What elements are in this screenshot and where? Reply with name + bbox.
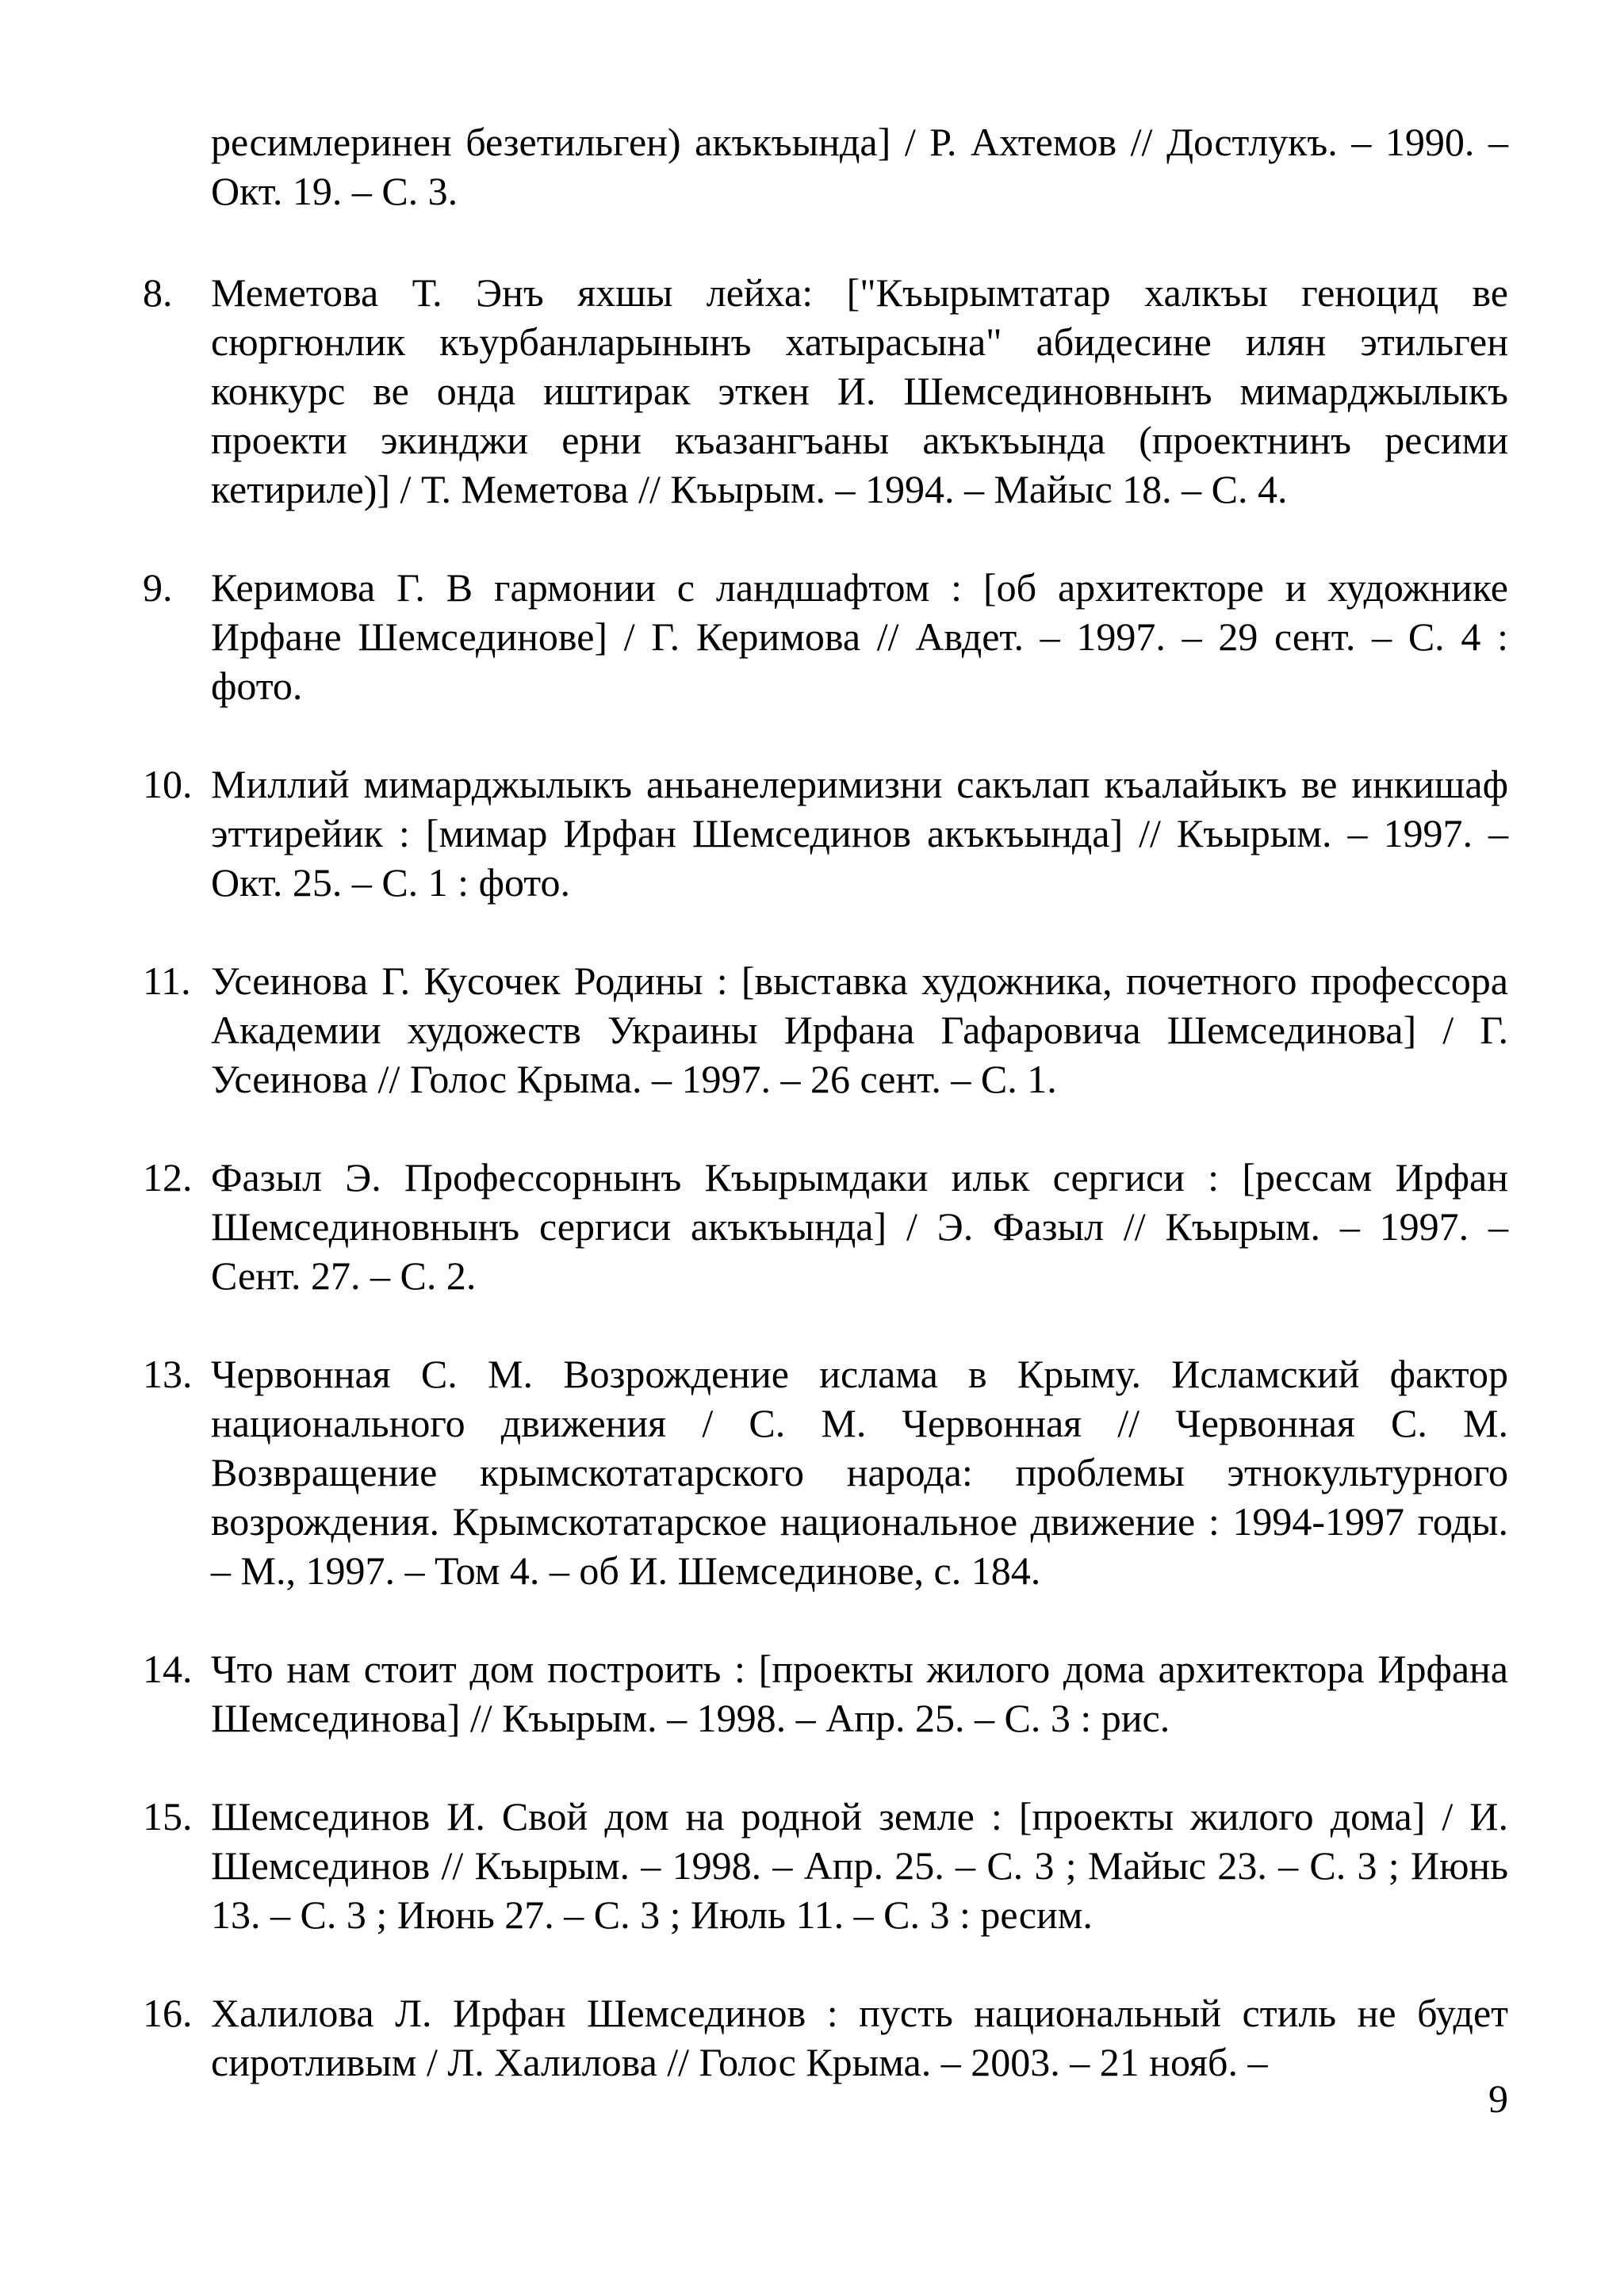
entry-text: Керимова Г. В гармонии с ландшафтом : [об архитекторе и художнике Ирфане Шемсединове] / Г. Керимова // Авдет. – 1997. – 29 сент. – С. 4 : фото.: [211, 565, 1508, 708]
entry-text: Червонная С. М. Возрождение ислама в Крыму. Исламский фактор национального движения / С. М. Червонная // Червонная С. М. Возвращение крымскотатарского народа: проблемы этнокультурного возрождения. Крымскотатарское национальное движение : 1994-1997 годы. – М., 1997. – Том 4. – об И. Шемсединове, с. 184.: [211, 1352, 1508, 1593]
continued-entry-text: ресимлеринен безетильген) акъкъында] / Р. Ахтемов // Достлукъ. – 1990. – Окт. 19. – С. 3.: [211, 120, 1508, 213]
entry-number: 9.: [143, 565, 173, 610]
bibliography-entry: [143, 1349, 1508, 1595]
bibliography-entry: [143, 760, 1508, 907]
entry-text: Миллий мимарджылыкъ аньанелеримизни сакълап къалайыкъ ве инкишаф эттирейик : [мимар Ирфан Шемсединов акъкъында] // Къырым. – 1997. – Окт. 25. – С. 1 : фото.: [211, 762, 1508, 905]
entry-number: 15.: [143, 1794, 193, 1839]
entry-text: Что нам стоит дом построить : [проекты жилого дома архитектора Ирфана Шемсединова] // Къырым. – 1998. – Апр. 25. – С. 3 : рис.: [211, 1647, 1508, 1740]
entry-number: 12.: [143, 1155, 193, 1200]
bibliography-entry: [143, 1644, 1508, 1743]
entry-text: Усеинова Г. Кусочек Родины : [выставка художника, почетного профессора Академии художеств Украины Ирфана Гафаровича Шемсединова] / Г. Усеинова // Голос Крыма. – 1997. – 26 сент. – С. 1.: [211, 959, 1508, 1101]
bibliography-entry: [143, 268, 1508, 514]
entry-number: 10.: [143, 762, 193, 806]
bibliography-entry: [143, 1153, 1508, 1300]
entry-text: Фазыл Э. Профессорнынъ Къырымдаки ильк сергиси : [рессам Ирфан Шемсединовнынъ сергиси акъкъында] / Э. Фазыл // Къырым. – 1997. – Сент. 27. – С. 2.: [211, 1155, 1508, 1298]
entry-number: 11.: [143, 959, 191, 1003]
entry-text: Шемсединов И. Свой дом на родной земле : [проекты жилого дома] / И. Шемсединов // Къырым. – 1998. – Апр. 25. – С. 3 ; Майыс 23. – С. 3 ; Июнь 13. – С. 3 ; Июнь 27. – С. 3 ; Июль 11. – С. 3 : ресим.: [211, 1794, 1508, 1937]
entry-number: 14.: [143, 1647, 193, 1691]
bibliography-list: [143, 268, 1508, 2136]
entry-text: Халилова Л. Ирфан Шемсединов : пусть национальный стиль не будет сиротливым / Л. Халилова // Голос Крыма. – 2003. – 21 нояб. –: [211, 1991, 1508, 2084]
entry-number: 8.: [143, 270, 173, 315]
bibliography-entry: [143, 956, 1508, 1104]
bibliography-entry: [143, 1988, 1508, 2087]
entry-number: 13.: [143, 1352, 193, 1396]
bibliography-entry: [143, 1792, 1508, 1939]
bibliography-entry: [143, 563, 1508, 710]
entry-number: 16.: [143, 1991, 193, 2035]
entry-text: Меметова Т. Энъ яхшы лейха: ["Къырымтатар халкъы геноцид ве сюргюнлик къурбанларынынъ хатырасына" абидесине илян этильген конкурс ве онда иштирак эткен И. Шемсединовнынъ мимарджылыкъ проекти экинджи ерни къазангъаны акъкъында (проектнинъ ресими кетириле)] / Т. Меметова // Къырым. – 1994. – Майыс 18. – С. 4.: [211, 270, 1508, 511]
page-number: 9: [1488, 2076, 1508, 2121]
